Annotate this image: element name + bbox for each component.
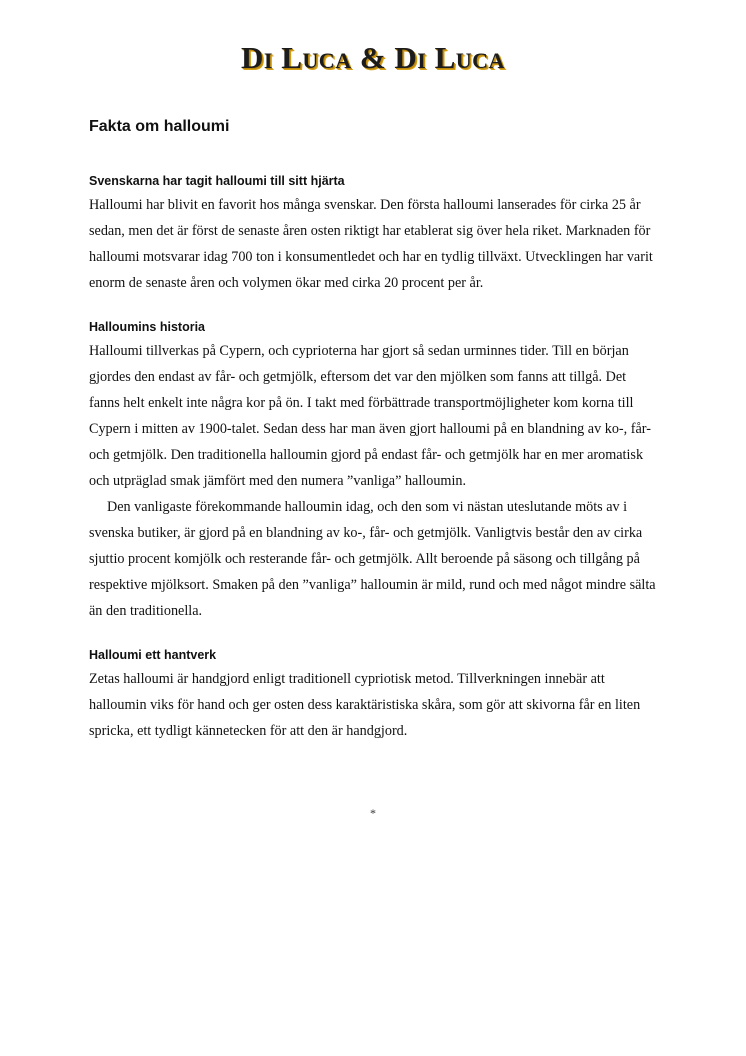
company-logo: Di Luca & Di Luca bbox=[241, 40, 505, 75]
document-body bbox=[89, 170, 659, 764]
section-historia bbox=[89, 316, 659, 624]
section-hantverk bbox=[89, 644, 659, 744]
section-heading: Halloumi ett hantverk bbox=[89, 648, 217, 662]
end-mark: * bbox=[370, 806, 376, 820]
section-svenskarna bbox=[89, 170, 659, 296]
document-title: Fakta om halloumi bbox=[89, 118, 230, 135]
section-paragraph: Den vanligaste förekommande halloumin idag, och den som vi nästan uteslutande möts av i svenska butiker, är gjord på en blandning av ko-, får- och getmjölk. Vanligtvis består den av cirka sjuttio procent komjölk och resterande får- och getmjölk. Allt beroende på säsong och tillgång på respektive mjölksort. Smaken på den ”vanliga” halloumin är mild, rund och med något mindre sälta än den traditionella. bbox=[89, 499, 656, 619]
section-paragraph: Halloumi har blivit en favorit hos många svenskar. Den första halloumi lanserades för cirka 25 år sedan, men det är först de senaste åren osten riktigt har etablerat sig över hela riket. Marknaden för halloumi motsvarar idag 700 ton i konsumentledet och har en tydlig tillväxt. Utvecklingen har varit enorm de senaste åren och volymen ökar med cirka 20 procent per år. bbox=[89, 197, 653, 291]
section-paragraph: Halloumi tillverkas på Cypern, och cyprioterna har gjort så sedan urminnes tider. Till en början gjordes den endast av får- och getmjölk, eftersom det var den mjölken som fanns att tillgå. Det fanns helt enkelt inte några kor på ön. I takt med förbättrade transportmöjligheter kom korna till Cypern i mitten av 1900-talet. Sedan dess har man även gjort halloumi på en blandning av ko-, får- och getmjölk. Den traditionella halloumin gjord på endast får- och getmjölk har en mer aromatisk och utpräglad smak jämfört med den numera ”vanliga” halloumin. bbox=[89, 343, 651, 489]
section-paragraph: Zetas halloumi är handgjord enligt traditionell cypriotisk metod. Tillverkningen innebär att halloumin viks för hand och ger osten dess karaktäristiska skåra, som gör att skivorna får en liten spricka, ett tydligt kännetecken för att den är handgjord. bbox=[89, 671, 641, 739]
section-heading: Halloumins historia bbox=[89, 320, 205, 334]
section-heading: Svenskarna har tagit halloumi till sitt hjärta bbox=[89, 174, 345, 188]
